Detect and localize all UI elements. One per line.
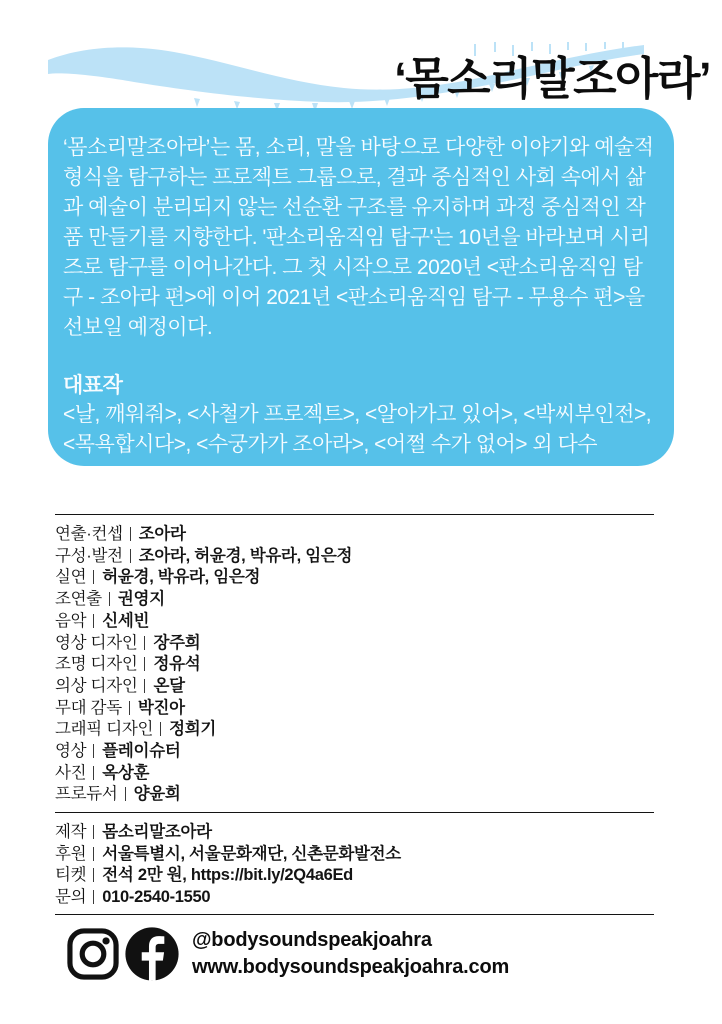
credit-row	[55, 567, 352, 589]
production-separator	[93, 847, 94, 861]
credit-separator	[144, 657, 145, 671]
social-text	[192, 927, 509, 981]
credit-separator	[93, 744, 94, 758]
credit-role: 무대 감독	[55, 698, 122, 717]
credit-row	[55, 784, 352, 806]
credit-names: 조아라, 허윤경, 박유라, 임은정	[138, 546, 353, 565]
credit-role: 조연출	[55, 590, 102, 609]
production-separator	[93, 868, 94, 882]
credit-row	[55, 698, 352, 720]
production-value: 010-2540-1550	[102, 888, 211, 907]
social-handle: @bodysoundspeakjoahra	[192, 929, 432, 951]
credit-role: 영상 디자인	[55, 633, 138, 652]
works-list: <날, 깨워줘>, <사철가 프로젝트>, <알아가고 있어>, <박씨부인전>, <목욕합시다>, <수궁가가 조아라>, <어쩔 수가 없어> 외 다수	[63, 403, 652, 456]
credit-separator	[129, 701, 130, 715]
credit-separator	[130, 527, 131, 541]
credit-names: 장주희	[153, 633, 201, 652]
credit-role: 그래픽 디자인	[55, 720, 154, 739]
credit-separator	[125, 787, 126, 801]
credit-names: 조아라	[138, 525, 186, 543]
credit-row	[55, 633, 352, 655]
facebook-icon	[123, 925, 181, 983]
production-value: 전석 2만 원, https://bit.ly/2Q4a6Ed	[102, 866, 353, 885]
page-title: ‘몸소리말조아라’	[394, 53, 710, 104]
credit-row	[55, 654, 352, 676]
credit-row	[55, 611, 352, 633]
credit-role: 구성·발전	[55, 546, 123, 565]
credit-names: 온달	[153, 676, 185, 695]
credit-row	[55, 741, 352, 763]
production-separator	[93, 825, 94, 839]
credit-role: 의상 디자인	[55, 676, 138, 695]
credit-role: 실연	[55, 568, 87, 587]
production-role: 후원	[55, 844, 87, 863]
credit-names: 허윤경, 박유라, 임은정	[102, 568, 261, 587]
divider	[55, 812, 654, 813]
production-role: 티켓	[55, 866, 87, 885]
works-heading: 대표작	[63, 374, 123, 397]
credit-names: 권영지	[117, 590, 165, 609]
credits-list	[55, 524, 352, 806]
credit-names: 옥상훈	[102, 763, 150, 782]
credit-role: 프로듀서	[55, 785, 118, 804]
production-row	[55, 844, 401, 866]
credit-names: 정유석	[153, 655, 201, 674]
credit-role: 영상	[55, 742, 87, 761]
credit-row	[55, 719, 352, 741]
credit-role: 음악	[55, 611, 87, 630]
divider	[55, 914, 654, 915]
credit-names: 플레이슈터	[102, 742, 181, 761]
credit-row	[55, 676, 352, 698]
credit-names: 양윤희	[133, 785, 181, 804]
production-value: 몸소리말조아라	[102, 823, 212, 841]
credit-separator	[130, 549, 131, 563]
credit-row	[55, 546, 352, 568]
social-block	[66, 925, 509, 983]
credit-role: 사진	[55, 763, 87, 782]
credit-names: 신세빈	[102, 611, 150, 630]
credit-row	[55, 589, 352, 611]
divider	[55, 514, 654, 515]
intro-paragraph: ‘몸소리말조아라’는 몸, 소리, 말을 바탕으로 다양한 이야기와 예술적 형식을 탐구하는 프로젝트 그룹으로, 결과 중심적인 사회 속에서 삶과 예술이 분리되지 않는 선순환 구조를 유지하며 과정 중심적인 작품 만들기를 지향한다. '판소리움직임 탐구'는 10년을 바라보며 시리즈로 탐구를 이어나간다. 그 첫 시작으로 2020년 <판소리움직임 탐구 - 조아라 편>에 이어 2021년 <판소리움직임 탐구 - 무용수 편>을 선보일 예정이다.	[63, 136, 654, 339]
production-separator	[93, 890, 94, 904]
credit-names: 박진아	[137, 698, 185, 717]
production-row	[55, 887, 401, 909]
credit-separator	[93, 570, 94, 584]
production-row	[55, 822, 401, 844]
production-value: 서울특별시, 서울문화재단, 신촌문화발전소	[102, 844, 401, 863]
credit-names: 정희기	[169, 720, 217, 739]
credit-row	[55, 763, 352, 785]
credit-separator	[144, 679, 145, 693]
production-row	[55, 865, 401, 887]
credit-separator	[160, 722, 161, 736]
credit-separator	[109, 592, 110, 606]
intro-box	[48, 108, 674, 466]
credit-separator	[93, 614, 94, 628]
credit-separator	[144, 636, 145, 650]
credit-separator	[93, 766, 94, 780]
credit-role: 조명 디자인	[55, 655, 138, 674]
production-role: 문의	[55, 888, 87, 907]
instagram-icon	[66, 927, 120, 981]
credit-row	[55, 524, 352, 546]
social-website: www.bodysoundspeakjoahra.com	[192, 956, 510, 978]
credit-role: 연출·컨셉	[55, 525, 123, 543]
production-role: 제작	[55, 823, 87, 841]
production-list	[55, 822, 401, 909]
